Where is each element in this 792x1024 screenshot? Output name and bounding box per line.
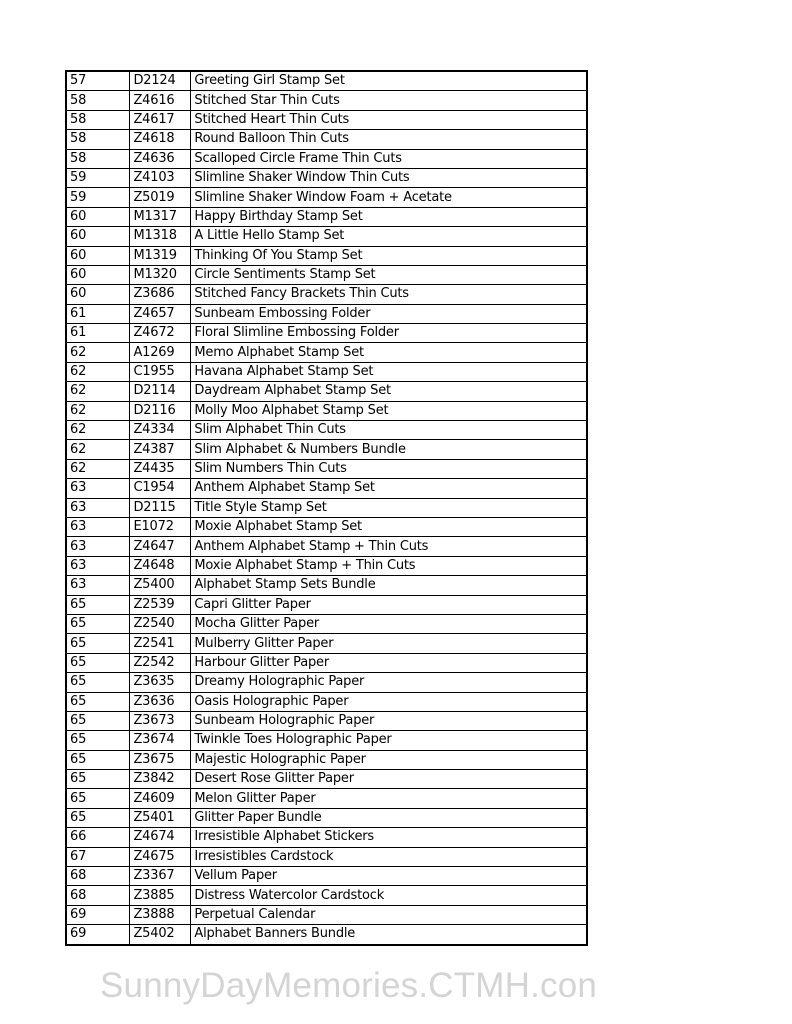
page-number-cell: 62: [66, 382, 130, 401]
page-number-cell: 65: [66, 711, 130, 730]
item-code-cell: Z4647: [130, 537, 191, 556]
page-number-cell: 60: [66, 227, 130, 246]
item-code-cell: Z3635: [130, 673, 191, 692]
item-code-cell: Z4616: [130, 91, 191, 110]
table-row: [66, 168, 587, 187]
page-number-cell: 59: [66, 168, 130, 187]
item-code-cell: M1320: [130, 265, 191, 284]
product-name-cell: Memo Alphabet Stamp Set: [191, 343, 587, 362]
item-code-cell: Z2542: [130, 653, 191, 672]
page-number-cell: 60: [66, 265, 130, 284]
product-name-cell: Anthem Alphabet Stamp + Thin Cuts: [191, 537, 587, 556]
page-number-cell: 65: [66, 731, 130, 750]
product-name-cell: Alphabet Stamp Sets Bundle: [191, 576, 587, 595]
page-number-cell: 65: [66, 692, 130, 711]
table-row: [66, 653, 587, 672]
item-code-cell: Z3673: [130, 711, 191, 730]
table-row: [66, 634, 587, 653]
table-row: [66, 847, 587, 866]
page-number-cell: 69: [66, 905, 130, 924]
table-row: [66, 867, 587, 886]
item-code-cell: Z4334: [130, 421, 191, 440]
page-number-cell: 60: [66, 246, 130, 265]
table-row: [66, 343, 587, 362]
product-name-cell: Distress Watercolor Cardstock: [191, 886, 587, 905]
page-number-cell: 68: [66, 886, 130, 905]
page-number-cell: 58: [66, 110, 130, 129]
item-code-cell: D2124: [130, 71, 191, 91]
product-name-cell: Slimline Shaker Window Foam + Acetate: [191, 188, 587, 207]
product-name-cell: Desert Rose Glitter Paper: [191, 770, 587, 789]
product-name-cell: Perpetual Calendar: [191, 905, 587, 924]
item-code-cell: C1954: [130, 479, 191, 498]
page-number-cell: 65: [66, 808, 130, 827]
item-code-cell: Z4387: [130, 440, 191, 459]
table-row: [66, 750, 587, 769]
watermark: SunnyDayMemories.CTMH.con: [100, 966, 598, 1005]
table-row: [66, 91, 587, 110]
item-code-cell: M1317: [130, 207, 191, 226]
page-number-cell: 62: [66, 362, 130, 381]
page-number-cell: 65: [66, 750, 130, 769]
item-code-cell: Z4672: [130, 324, 191, 343]
table-row: [66, 673, 587, 692]
product-name-cell: Mulberry Glitter Paper: [191, 634, 587, 653]
table-row: [66, 421, 587, 440]
product-name-cell: Stitched Fancy Brackets Thin Cuts: [191, 285, 587, 304]
page-number-cell: 65: [66, 789, 130, 808]
product-name-cell: Round Balloon Thin Cuts: [191, 130, 587, 149]
table-row: [66, 459, 587, 478]
page-number-cell: 59: [66, 188, 130, 207]
product-name-cell: Circle Sentiments Stamp Set: [191, 265, 587, 284]
page-number-cell: 65: [66, 673, 130, 692]
page-number-cell: 58: [66, 91, 130, 110]
product-name-cell: Moxie Alphabet Stamp Set: [191, 517, 587, 536]
item-code-cell: Z2540: [130, 614, 191, 633]
product-name-cell: Slim Numbers Thin Cuts: [191, 459, 587, 478]
table-row: [66, 382, 587, 401]
page-number-cell: 63: [66, 537, 130, 556]
item-code-cell: M1319: [130, 246, 191, 265]
product-name-cell: Glitter Paper Bundle: [191, 808, 587, 827]
product-table-body: [66, 71, 587, 945]
product-name-cell: Happy Birthday Stamp Set: [191, 207, 587, 226]
item-code-cell: Z5019: [130, 188, 191, 207]
table-row: [66, 401, 587, 420]
item-code-cell: Z4435: [130, 459, 191, 478]
item-code-cell: D2114: [130, 382, 191, 401]
item-code-cell: D2116: [130, 401, 191, 420]
table-row: [66, 828, 587, 847]
product-name-cell: Slimline Shaker Window Thin Cuts: [191, 168, 587, 187]
page-number-cell: 68: [66, 867, 130, 886]
product-name-cell: Daydream Alphabet Stamp Set: [191, 382, 587, 401]
item-code-cell: Z3842: [130, 770, 191, 789]
product-name-cell: Dreamy Holographic Paper: [191, 673, 587, 692]
table-row: [66, 362, 587, 381]
page-number-cell: 63: [66, 479, 130, 498]
item-code-cell: A1269: [130, 343, 191, 362]
page-number-cell: 69: [66, 925, 130, 945]
page-number-cell: 63: [66, 517, 130, 536]
page-number-cell: 66: [66, 828, 130, 847]
page-number-cell: 58: [66, 130, 130, 149]
table-row: [66, 479, 587, 498]
product-name-cell: Greeting Girl Stamp Set: [191, 71, 587, 91]
page-number-cell: 67: [66, 847, 130, 866]
page-number-cell: 63: [66, 498, 130, 517]
item-code-cell: Z2539: [130, 595, 191, 614]
page-number-cell: 60: [66, 207, 130, 226]
product-name-cell: Thinking Of You Stamp Set: [191, 246, 587, 265]
table-row: [66, 711, 587, 730]
table-row: [66, 905, 587, 924]
table-row: [66, 227, 587, 246]
item-code-cell: Z3885: [130, 886, 191, 905]
product-name-cell: Irresistibles Cardstock: [191, 847, 587, 866]
product-name-cell: Havana Alphabet Stamp Set: [191, 362, 587, 381]
page-number-cell: 65: [66, 614, 130, 633]
page-number-cell: 65: [66, 634, 130, 653]
item-code-cell: Z4657: [130, 304, 191, 323]
item-code-cell: M1318: [130, 227, 191, 246]
table-row: [66, 149, 587, 168]
page-number-cell: 62: [66, 421, 130, 440]
table-row: [66, 808, 587, 827]
item-code-cell: Z4675: [130, 847, 191, 866]
item-code-cell: Z4609: [130, 789, 191, 808]
item-code-cell: Z3367: [130, 867, 191, 886]
table-row: [66, 304, 587, 323]
item-code-cell: Z4103: [130, 168, 191, 187]
product-name-cell: Melon Glitter Paper: [191, 789, 587, 808]
table-row: [66, 207, 587, 226]
table-row: [66, 440, 587, 459]
table-row: [66, 71, 587, 91]
product-name-cell: Sunbeam Embossing Folder: [191, 304, 587, 323]
product-table: [65, 70, 588, 946]
table-row: [66, 517, 587, 536]
table-row: [66, 130, 587, 149]
product-name-cell: Irresistible Alphabet Stickers: [191, 828, 587, 847]
page-number-cell: 62: [66, 401, 130, 420]
product-name-cell: Capri Glitter Paper: [191, 595, 587, 614]
table-row: [66, 886, 587, 905]
item-code-cell: Z4674: [130, 828, 191, 847]
page-number-cell: 58: [66, 149, 130, 168]
table-row: [66, 498, 587, 517]
page-number-cell: 65: [66, 595, 130, 614]
item-code-cell: C1955: [130, 362, 191, 381]
product-name-cell: Vellum Paper: [191, 867, 587, 886]
item-code-cell: Z4618: [130, 130, 191, 149]
item-code-cell: Z5402: [130, 925, 191, 945]
product-name-cell: Oasis Holographic Paper: [191, 692, 587, 711]
product-name-cell: Alphabet Banners Bundle: [191, 925, 587, 945]
product-name-cell: Moxie Alphabet Stamp + Thin Cuts: [191, 556, 587, 575]
table-row: [66, 692, 587, 711]
page-number-cell: 62: [66, 459, 130, 478]
table-row: [66, 285, 587, 304]
item-code-cell: Z3674: [130, 731, 191, 750]
page-number-cell: 63: [66, 556, 130, 575]
item-code-cell: D2115: [130, 498, 191, 517]
item-code-cell: E1072: [130, 517, 191, 536]
page-number-cell: 63: [66, 576, 130, 595]
table-row: [66, 537, 587, 556]
page-number-cell: 62: [66, 343, 130, 362]
table-row: [66, 595, 587, 614]
product-name-cell: Majestic Holographic Paper: [191, 750, 587, 769]
product-name-cell: Mocha Glitter Paper: [191, 614, 587, 633]
product-name-cell: Sunbeam Holographic Paper: [191, 711, 587, 730]
page-number-cell: 65: [66, 770, 130, 789]
product-name-cell: Slim Alphabet Thin Cuts: [191, 421, 587, 440]
product-name-cell: Slim Alphabet & Numbers Bundle: [191, 440, 587, 459]
item-code-cell: Z3686: [130, 285, 191, 304]
product-name-cell: Anthem Alphabet Stamp Set: [191, 479, 587, 498]
page-number-cell: 57: [66, 71, 130, 91]
product-name-cell: Molly Moo Alphabet Stamp Set: [191, 401, 587, 420]
product-name-cell: Scalloped Circle Frame Thin Cuts: [191, 149, 587, 168]
table-row: [66, 770, 587, 789]
page-number-cell: 60: [66, 285, 130, 304]
table-row: [66, 925, 587, 945]
product-name-cell: Twinkle Toes Holographic Paper: [191, 731, 587, 750]
item-code-cell: Z5401: [130, 808, 191, 827]
product-name-cell: Floral Slimline Embossing Folder: [191, 324, 587, 343]
product-name-cell: Stitched Star Thin Cuts: [191, 91, 587, 110]
page-number-cell: 65: [66, 653, 130, 672]
table-row: [66, 614, 587, 633]
product-name-cell: Title Style Stamp Set: [191, 498, 587, 517]
table-row: [66, 556, 587, 575]
table-row: [66, 324, 587, 343]
table-row: [66, 576, 587, 595]
item-code-cell: Z3675: [130, 750, 191, 769]
product-name-cell: A Little Hello Stamp Set: [191, 227, 587, 246]
table-row: [66, 110, 587, 129]
product-name-cell: Stitched Heart Thin Cuts: [191, 110, 587, 129]
table-row: [66, 188, 587, 207]
page-number-cell: 61: [66, 304, 130, 323]
page-number-cell: 62: [66, 440, 130, 459]
item-code-cell: Z3636: [130, 692, 191, 711]
item-code-cell: Z3888: [130, 905, 191, 924]
item-code-cell: Z5400: [130, 576, 191, 595]
product-name-cell: Harbour Glitter Paper: [191, 653, 587, 672]
table-row: [66, 265, 587, 284]
table-row: [66, 731, 587, 750]
page-number-cell: 61: [66, 324, 130, 343]
item-code-cell: Z4617: [130, 110, 191, 129]
item-code-cell: Z4648: [130, 556, 191, 575]
item-code-cell: Z4636: [130, 149, 191, 168]
item-code-cell: Z2541: [130, 634, 191, 653]
table-row: [66, 246, 587, 265]
table-row: [66, 789, 587, 808]
